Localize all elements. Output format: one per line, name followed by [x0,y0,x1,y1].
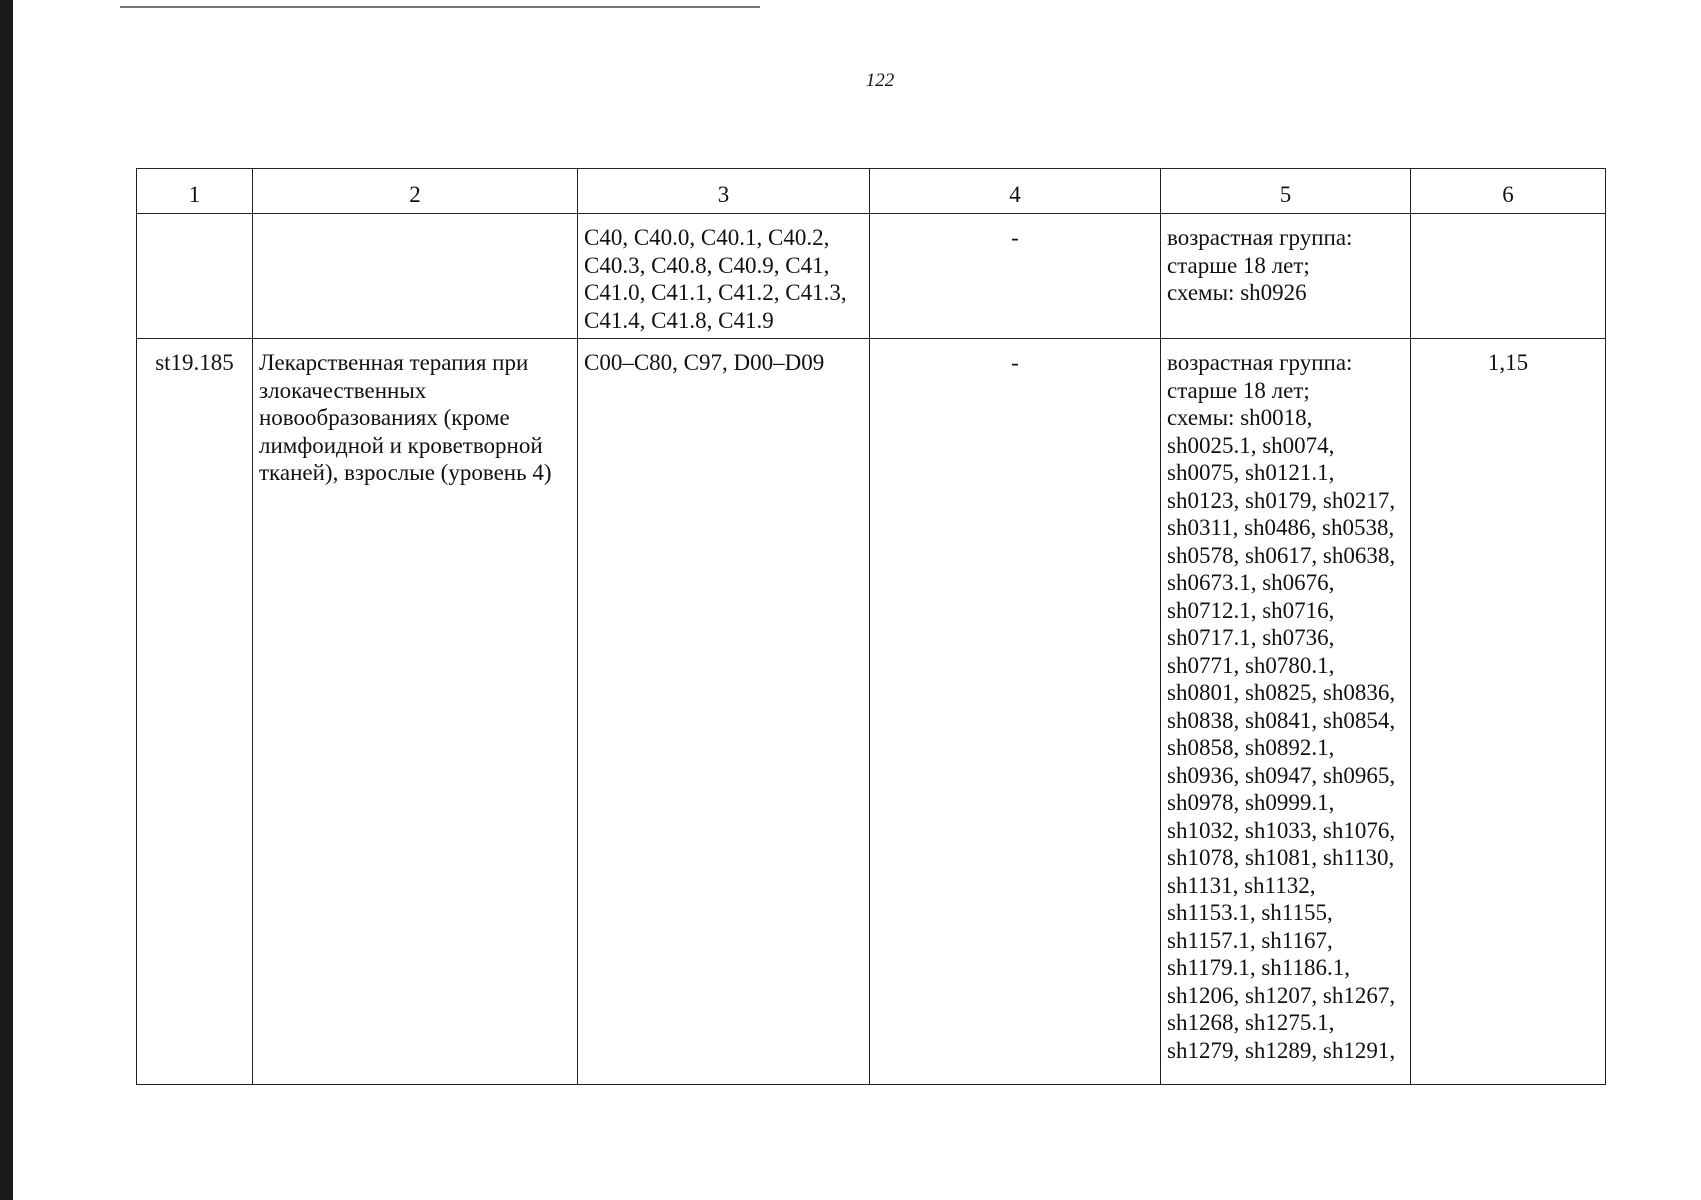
icd-line: C40, C40.0, C40.1, C40.2, [584,225,830,250]
name-line: тканей), взрослые (уровень 4) [259,460,552,485]
criteria-line: sh1032, sh1033, sh1076, [1167,817,1396,843]
header-cell: 6 [1411,169,1606,214]
criteria-line: sh0311, sh0486, sh0538, [1167,515,1395,540]
criteria-line: sh1279, sh1289, sh1291, [1167,1037,1396,1063]
table-header-row [137,169,1606,214]
page-number: 122 [865,70,895,91]
criteria-line: sh1153.1, sh1155, [1167,900,1333,925]
icd-codes-cell [578,339,870,1085]
criteria-cell [1161,214,1411,339]
kcg-code-cell [137,214,253,339]
criteria-line: sh1206, sh1207, sh1267, [1167,982,1396,1008]
criteria-line: sh1157.1, sh1167, [1167,927,1333,953]
scan-left-edge [0,0,13,1200]
criteria-line: sh0858, sh0892.1, [1167,735,1335,760]
name-line: злокачественных [259,377,427,403]
table-row [137,214,1606,339]
kcg-name-cell [253,339,578,1085]
criteria-line: возрастная группа: [1167,350,1353,375]
criteria-line: схемы: sh0926 [1167,280,1307,305]
header-cell: 3 [578,169,870,214]
col4-cell: - [870,214,1161,339]
criteria-line: sh0123, sh0179, sh0217, [1167,487,1396,513]
header-cell: 4 [870,169,1161,214]
header-cell: 5 [1161,169,1411,214]
name-line: Лекарственная терапия при [259,350,529,375]
name-line: новообразованиях (кроме [259,405,510,430]
table-row [137,339,1606,1085]
criteria-line: sh1179.1, sh1186.1, [1167,955,1350,980]
criteria-line: sh0717.1, sh0736, [1167,625,1335,650]
criteria-line: sh0075, sh0121.1, [1167,460,1335,485]
criteria-line: старше 18 лет; [1167,252,1310,278]
criteria-line: возрастная группа: [1167,225,1353,250]
criteria-line: sh0025.1, sh0074, [1167,432,1335,458]
icd-line: C41.0, C41.1, C41.2, C41.3, [584,280,847,305]
criteria-line: sh0712.1, sh0716, [1167,597,1335,623]
icd-line: C41.4, C41.8, C41.9 [584,307,774,333]
criteria-line: sh0936, sh0947, sh0965, [1167,762,1396,788]
criteria-cell [1161,339,1411,1085]
tariff-table [136,168,1606,1085]
kcg-code-cell: st19.185 [137,339,253,1085]
criteria-line: sh1078, sh1081, sh1130, [1167,845,1395,870]
icd-codes-cell [578,214,870,339]
criteria-line: sh0771, sh0780.1, [1167,652,1335,678]
icd-line: C00–C80, C97, D00–D09 [584,350,825,375]
criteria-line: sh1268, sh1275.1, [1167,1010,1335,1035]
criteria-line: sh0801, sh0825, sh0836, [1167,680,1396,705]
criteria-line: sh0673.1, sh0676, [1167,570,1335,595]
header-cell: 2 [253,169,578,214]
criteria-line: sh0578, sh0617, sh0638, [1167,542,1396,568]
criteria-line: старше 18 лет; [1167,377,1310,403]
col4-cell: - [870,339,1161,1085]
icd-line: C40.3, C40.8, C40.9, C41, [584,252,830,278]
criteria-line: схемы: sh0018, [1167,405,1313,430]
header-cell: 1 [137,169,253,214]
criteria-line: sh0978, sh0999.1, [1167,790,1335,815]
kcg-name-cell [253,214,578,339]
coefficient-cell: 1,15 [1411,339,1606,1085]
name-line: лимфоидной и кроветворной [259,432,543,458]
criteria-line: sh0838, sh0841, sh0854, [1167,707,1396,733]
coefficient-cell [1411,214,1606,339]
criteria-line: sh1131, sh1132, [1167,872,1316,898]
scan-top-rule [120,6,760,8]
